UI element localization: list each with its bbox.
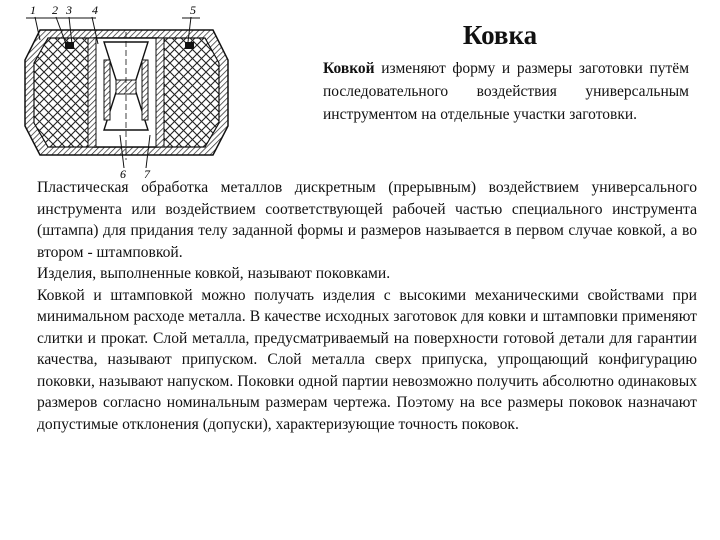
intro-definition — [323, 57, 689, 126]
callout-6: 6 — [120, 167, 126, 180]
callout-2: 2 — [52, 3, 58, 17]
callout-1: 1 — [30, 3, 36, 17]
intro-term: Ковкой — [323, 60, 375, 77]
forging-diagram — [8, 0, 238, 180]
callout-5: 5 — [190, 3, 196, 17]
paragraph: Ковкой и штамповкой можно получать изделия с высокими механическими свойствами при минимальном расходе металла. В качестве исходных заготовок для ковки и штамповки применяют слитки и прокат. Слой металла, предусматриваемый на поверхности готовой детали для гарантии качества, называют припуском. Слой металла сверх припуска, упрощающий конфигурацию поковки, называют напуском. Поковки одной партии невозможно получить абсолютно одинаковых размеров согласно номинальным размерам чертежа. Поэтому на все размеры поковок назначают допустимые отклонения (допуски), характеризующие точность поковок. — [37, 286, 697, 433]
callout-4: 4 — [92, 3, 98, 17]
paragraph: Пластическая обработка металлов дискретным (прерывным) воздействием универсального инструмента или воздействием соответствующей рабочей частью специального инструмента (штампа) для придания телу заданной формы и размеров называется в первом случае ковкой, а во втором - штамповкой. — [37, 179, 697, 261]
page-title: Ковка — [462, 20, 538, 50]
callout-3: 3 — [66, 3, 72, 17]
callout-7: 7 — [144, 167, 150, 180]
paragraph: Изделия, выполненные ковкой, называют поковками. — [37, 265, 391, 282]
body-text — [37, 177, 697, 435]
intro-text: изменяют форму и размеры заготовки путём последовательного воздействия универсальным инструментом на отдельные участки заготовки. — [323, 60, 689, 123]
